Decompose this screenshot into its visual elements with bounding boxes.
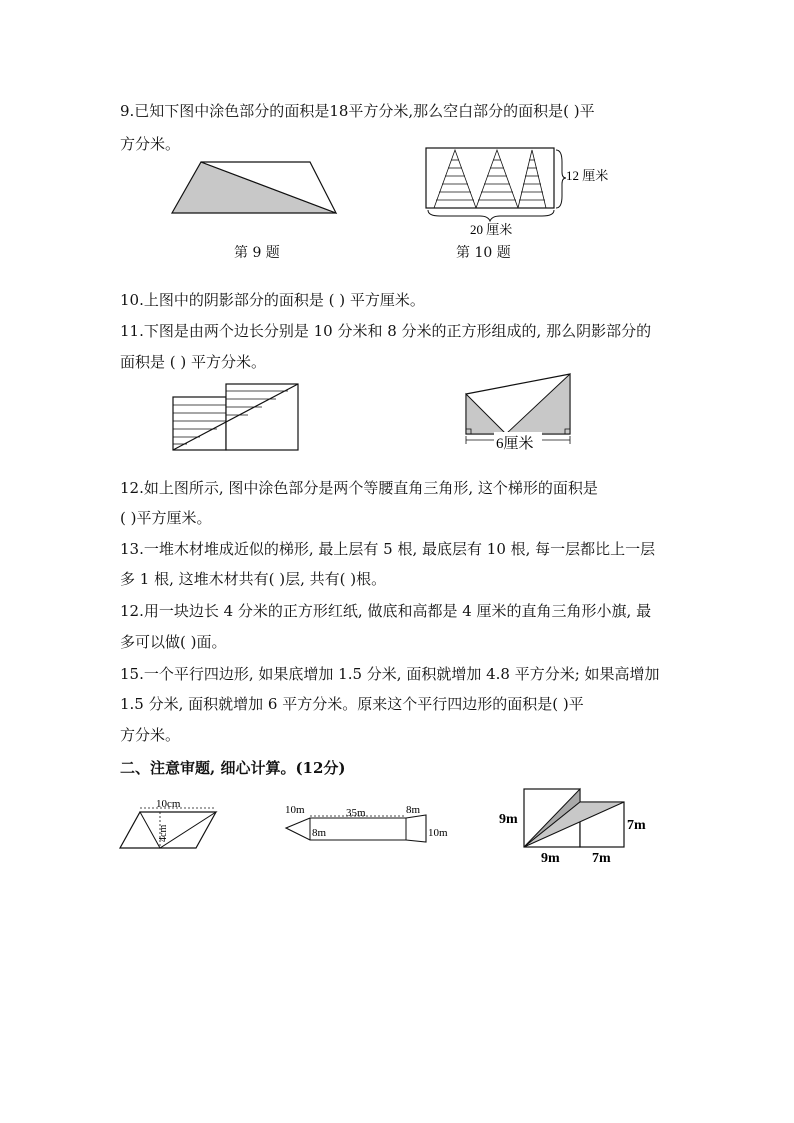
p1-top-label: 10cm [156,798,181,810]
figure-q10-rectangle [420,146,620,238]
q15-line-1: 15.一个平行四边形, 如果底增加 1.5 分米, 面积就增加 4.8 平方分米; 如果高增加 [120,665,660,683]
caption-q9: 第 9 题 [234,245,280,261]
p3-bottom-left-label: 9m [541,851,560,866]
q10-width-label: 20 厘米 [470,222,513,237]
q9-line-2: 方分米。 [120,135,181,153]
q11-large-square [226,384,298,450]
q12-line-2: ( )平方厘米。 [120,509,212,527]
q15-line-3: 方分米。 [120,726,181,744]
p3-right-label: 7m [627,818,646,833]
calc-figure-pencil [284,800,456,846]
section-title: 二、注意审题, 细心计算。(12分) [120,759,346,777]
p2-left-label: 10m [285,804,305,816]
q12-base-label: 6厘米 [496,436,534,452]
calc-figure-two-squares [496,786,656,866]
q10-width-brace [428,210,554,221]
p3-bottom-right-label: 7m [592,851,611,866]
p2-inner-label: 8m [312,827,327,839]
p2-mid-label: 35m [346,807,366,819]
q11-line-1: 11.下图是由两个边长分别是 10 分米和 8 分米的正方形组成的, 那么阴影部分的 [120,322,652,340]
q14-line-1: 12.用一块边长 4 分米的正方形红纸, 做底和高都是 4 厘米的直角三角形小旗, 最 [120,602,652,620]
figure-q12-trapezoid [460,370,576,458]
q15-line-2: 1.5 分米, 面积就增加 6 平方分米。原来这个平行四边形的面积是( )平 [120,695,584,713]
p2-right-label: 8m [406,804,421,816]
p2-side-label: 10m [428,827,448,839]
p2-body [286,815,426,842]
figure-q11-two-squares [170,381,302,453]
p3-left-label: 9m [499,812,518,827]
q13-line-1: 13.一堆木材堆成近似的梯形, 最上层有 5 根, 最底层有 10 根, 每一层都比上一层 [120,540,656,558]
q11-line-2: 面积是 ( ) 平方分米。 [120,353,267,371]
q9-line-1: 9.已知下图中涂色部分的面积是18平方分米,那么空白部分的面积是( )平 [120,102,595,120]
q13-line-2: 多 1 根, 这堆木材共有( )层, 共有( )根。 [120,570,387,588]
q14-line-2: 多可以做( )面。 [120,633,227,651]
q10-height-brace [556,150,566,208]
q10-line: 10.上图中的阴影部分的面积是 ( ) 平方厘米。 [120,291,425,309]
figure-q9-trapezoid [170,160,340,216]
q12-line-1: 12.如上图所示, 图中涂色部分是两个等腰直角三角形, 这个梯形的面积是 [120,479,598,497]
p1-height-label: 4cm [158,824,169,842]
q10-height-label: 12 厘米 [566,168,609,183]
calc-figure-parallelogram [118,796,220,852]
caption-q10: 第 10 题 [456,245,511,261]
